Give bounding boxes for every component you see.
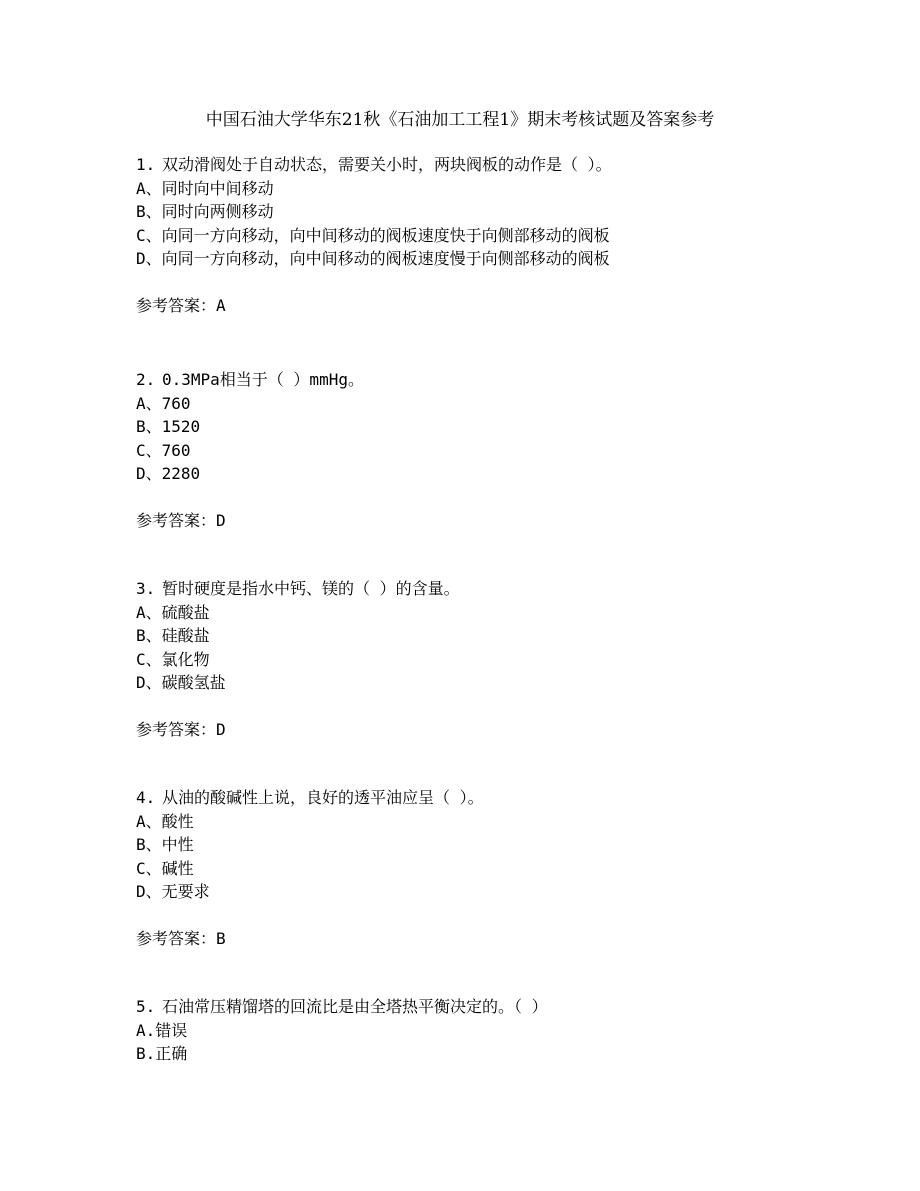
answer-value: A xyxy=(216,295,226,315)
reference-answer xyxy=(136,509,876,533)
document-title: 中国石油大学华东21秋《石油加工工程1》期末考核试题及答案参考 xyxy=(205,110,715,130)
option-list xyxy=(136,1019,876,1066)
option-d: D、2280 xyxy=(136,464,201,483)
question-stem xyxy=(136,577,876,601)
question-stem xyxy=(136,153,876,177)
option-b: B、1520 xyxy=(136,417,201,436)
option-d: D、碳酸氢盐 xyxy=(136,673,226,692)
question-text: 双动滑阀处于自动状态，需要关小时，两块阀板的动作是（ ）。 xyxy=(162,155,612,174)
option-c: C、向同一方向移动，向中间移动的阀板速度快于向侧部移动的阀板 xyxy=(136,225,610,245)
question-number: 1. xyxy=(136,155,156,174)
option-list xyxy=(136,392,876,486)
answer-label: 参考答案： xyxy=(136,928,217,948)
answer-label: 参考答案： xyxy=(136,719,217,739)
answer-value: B xyxy=(216,928,226,948)
reference-answer xyxy=(136,718,876,742)
question-stem xyxy=(136,786,876,810)
option-list xyxy=(136,177,876,271)
question-number: 2. xyxy=(136,370,156,389)
option-list xyxy=(136,601,876,695)
option-c: C、氯化物 xyxy=(136,649,210,669)
option-c: C、碱性 xyxy=(136,858,194,878)
question-3 xyxy=(136,577,876,741)
reference-answer xyxy=(136,927,876,951)
option-a: A、硫酸盐 xyxy=(136,602,210,622)
question-stem xyxy=(136,368,876,392)
option-c: C、760 xyxy=(136,440,191,460)
question-1 xyxy=(136,153,876,317)
question-stem xyxy=(136,995,876,1019)
question-5 xyxy=(136,995,876,1066)
option-a: A.错误 xyxy=(136,1020,188,1040)
option-a: A、760 xyxy=(136,393,191,413)
question-text: 暂时硬度是指水中钙、镁的（ ）的含量。 xyxy=(162,579,460,598)
option-d: D、向同一方向移动，向中间移动的阀板速度慢于向侧部移动的阀板 xyxy=(136,249,610,268)
question-text: 石油常压精馏塔的回流比是由全塔热平衡决定的。（ ） xyxy=(162,997,548,1016)
question-text: 0.3MPa相当于（ ）mmHg。 xyxy=(162,370,364,389)
option-list xyxy=(136,810,876,904)
option-a: A、同时向中间移动 xyxy=(136,178,274,198)
option-d: D、无要求 xyxy=(136,882,210,901)
question-number: 4. xyxy=(136,788,156,807)
reference-answer xyxy=(136,294,876,318)
option-b: B、硅酸盐 xyxy=(136,626,210,645)
question-number: 5. xyxy=(136,997,156,1016)
question-number: 3. xyxy=(136,579,156,598)
question-spacer xyxy=(136,950,876,995)
answer-label: 参考答案： xyxy=(136,510,217,530)
option-a: A、酸性 xyxy=(136,811,194,831)
option-b: B、同时向两侧移动 xyxy=(136,202,274,221)
answer-value: D xyxy=(216,719,226,739)
question-2 xyxy=(136,368,876,532)
question-text: 从油的酸碱性上说，良好的透平油应呈（ ）。 xyxy=(162,788,484,807)
answer-value: D xyxy=(216,510,226,530)
question-4 xyxy=(136,786,876,950)
answer-label: 参考答案： xyxy=(136,295,217,315)
option-b: B、中性 xyxy=(136,835,194,854)
question-spacer xyxy=(136,741,876,786)
option-b: B.正确 xyxy=(136,1044,188,1063)
question-list xyxy=(136,153,876,1066)
question-spacer xyxy=(136,317,876,368)
question-spacer xyxy=(136,532,876,577)
